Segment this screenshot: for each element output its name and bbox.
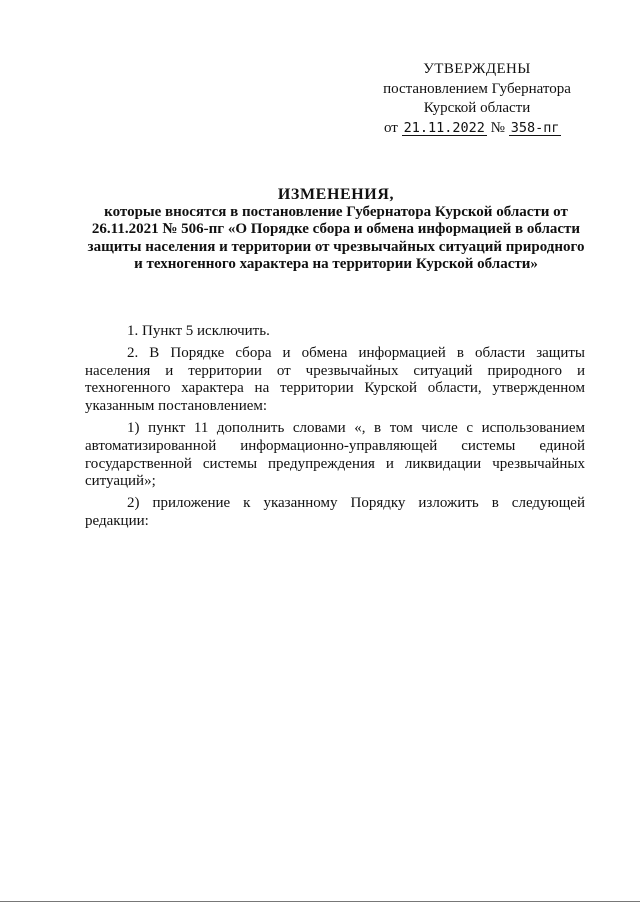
paragraph-3: 1) пункт 11 дополнить словами «, в том числе с использованием автоматизированной информационно-управляющей системы единой государственной системы предупреждения и ликвидации чрезвычайных ситуаций»;: [85, 419, 585, 490]
approval-line-1: постановлением Губернатора: [383, 80, 571, 97]
approval-date: 21.11.2022: [403, 119, 485, 136]
document-subtitle: которые вносятся в постановление Губернатора Курской области от 26.11.2021 № 506-пг «О Порядке сбора и обмена информацией в области защиты населения и территории от чрезвычайных ситуаций природного и техногенного характера на территории Курской области»: [87, 203, 585, 273]
document-body: [85, 323, 585, 535]
scan-edge-line: [0, 901, 640, 902]
approval-number: 358-пг: [510, 119, 560, 136]
approval-from-label: от: [384, 119, 398, 136]
document-title: ИЗМЕНЕНИЯ,: [277, 186, 395, 203]
paragraph-4: 2) приложение к указанному Порядку изложить в следующей редакции:: [85, 495, 585, 529]
approval-stamp: [372, 60, 582, 138]
document-title-block: [85, 186, 587, 274]
approval-number-label: №: [490, 119, 505, 136]
paragraph-1: 1. Пункт 5 исключить.: [127, 323, 270, 339]
approval-line-2: Курской области: [423, 100, 531, 116]
approval-heading: УТВЕРЖДЕНЫ: [423, 61, 531, 77]
paragraph-2: 2. В Порядке сбора и обмена информацией в области защиты населения и территории от чрезвычайных ситуаций природного и техногенного характера на территории Курской области, утвержденном указанным постановлением:: [85, 344, 585, 415]
approval-date-number: [372, 119, 582, 139]
